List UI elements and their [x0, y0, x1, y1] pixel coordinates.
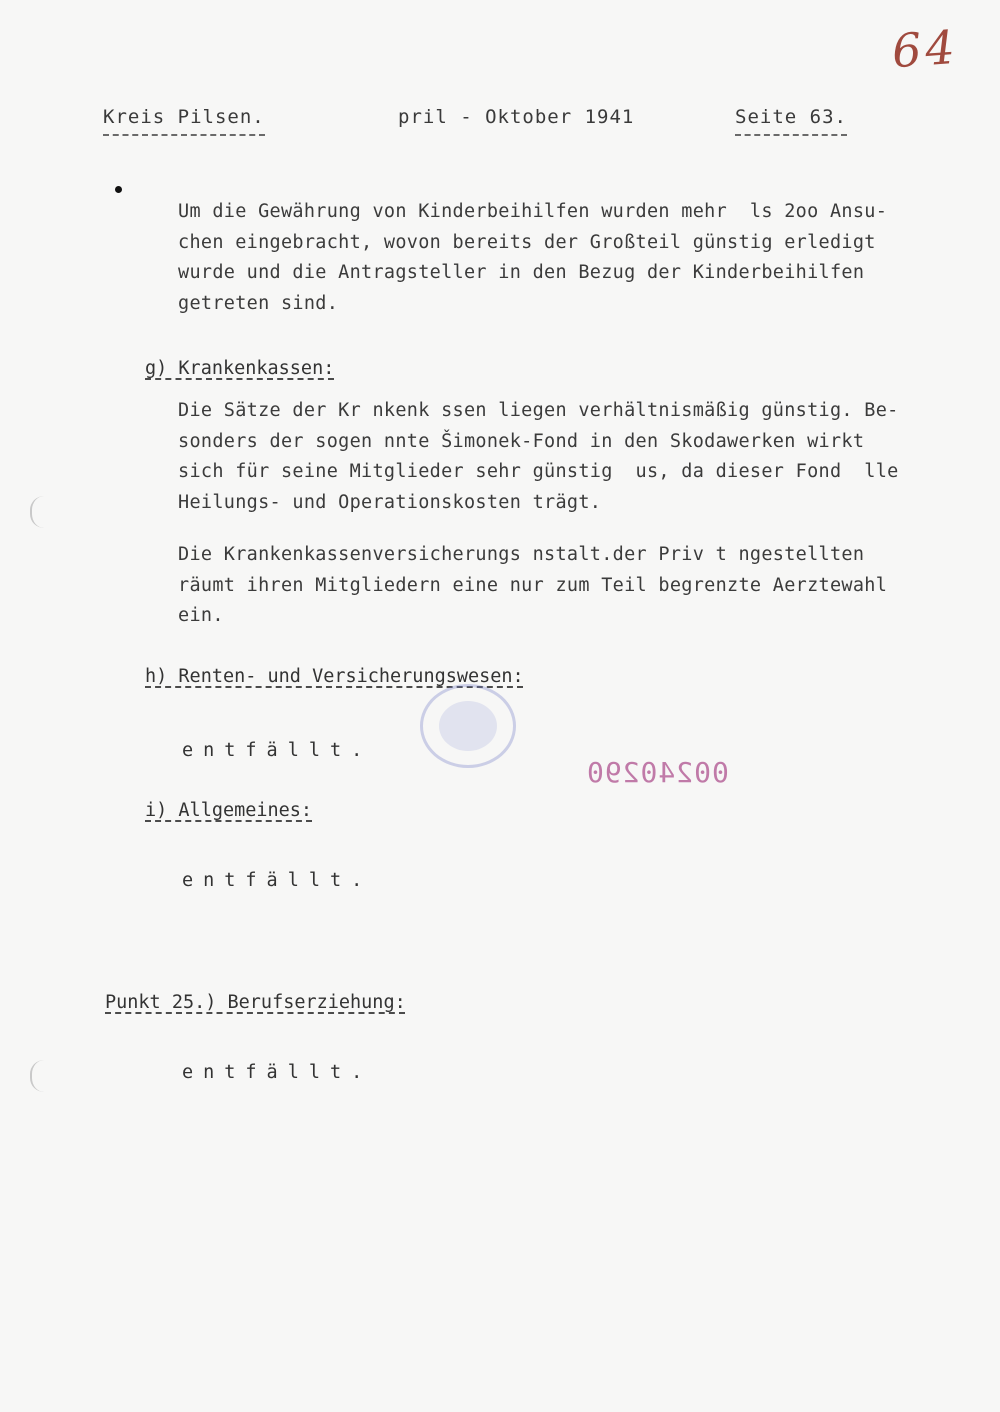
- header-page-label: Seite 63.: [735, 106, 847, 136]
- archive-number-stamp: 00240290: [586, 756, 729, 789]
- section-25-body: entfällt.: [182, 1062, 373, 1083]
- section-heading-h: h) Renten- und Versicherungswesen:: [145, 666, 524, 687]
- text-line: chen eingebracht, wovon bereits der Großteil günstig erledigt: [178, 231, 876, 253]
- text-line: ein.: [178, 605, 224, 626]
- text-line: getreten sind.: [178, 292, 339, 314]
- section-heading-i: i) Allgemeines:: [145, 800, 313, 821]
- text-line: Um die Gewährung von Kinderbeihilfen wurden mehr ls 2oo Ansu-: [178, 201, 888, 222]
- header-district: Kreis Pilsen.: [103, 106, 265, 136]
- stamp-emblem: [439, 701, 497, 751]
- text-line: wurde und die Antragsteller in den Bezug der Kinderbeihilfen: [178, 262, 865, 283]
- bullet-mark: [115, 186, 122, 193]
- text-line: räumt ihren Mitgliedern eine nur zum Teil begrenzte Aerztewahl: [178, 574, 888, 596]
- text-line: Die Sätze der Kr nkenk ssen liegen verhältnismäßig günstig. Be-: [178, 400, 899, 421]
- section-heading-g: g) Krankenkassen:: [145, 358, 335, 379]
- handwritten-page-number: 64: [890, 19, 961, 79]
- text-line: sich für seine Mitglieder sehr günstig us, da dieser Fond lle: [178, 461, 899, 482]
- paragraph-health-insurance-rates: [178, 396, 968, 518]
- text-line: sonders der sogen nnte Šimonek-Fond in den Skodawerken wirkt: [178, 430, 865, 452]
- section-i-body: entfällt.: [182, 870, 373, 891]
- punch-hole-mark: [30, 496, 46, 528]
- text-line: Die Krankenkassenversicherungs nstalt.der Priv t ngestellten: [178, 544, 865, 565]
- header-period: pril - Oktober 1941: [398, 106, 635, 128]
- round-archive-stamp: [420, 684, 516, 768]
- paragraph-insurance-institution: [178, 540, 968, 632]
- paragraph-child-benefits: [178, 197, 968, 319]
- punch-hole-mark: [30, 1060, 46, 1092]
- section-heading-punkt-25: Punkt 25.) Berufserziehung:: [105, 992, 406, 1013]
- text-line: Heilungs- und Operationskosten trägt.: [178, 491, 602, 513]
- section-h-body: entfällt.: [182, 740, 373, 761]
